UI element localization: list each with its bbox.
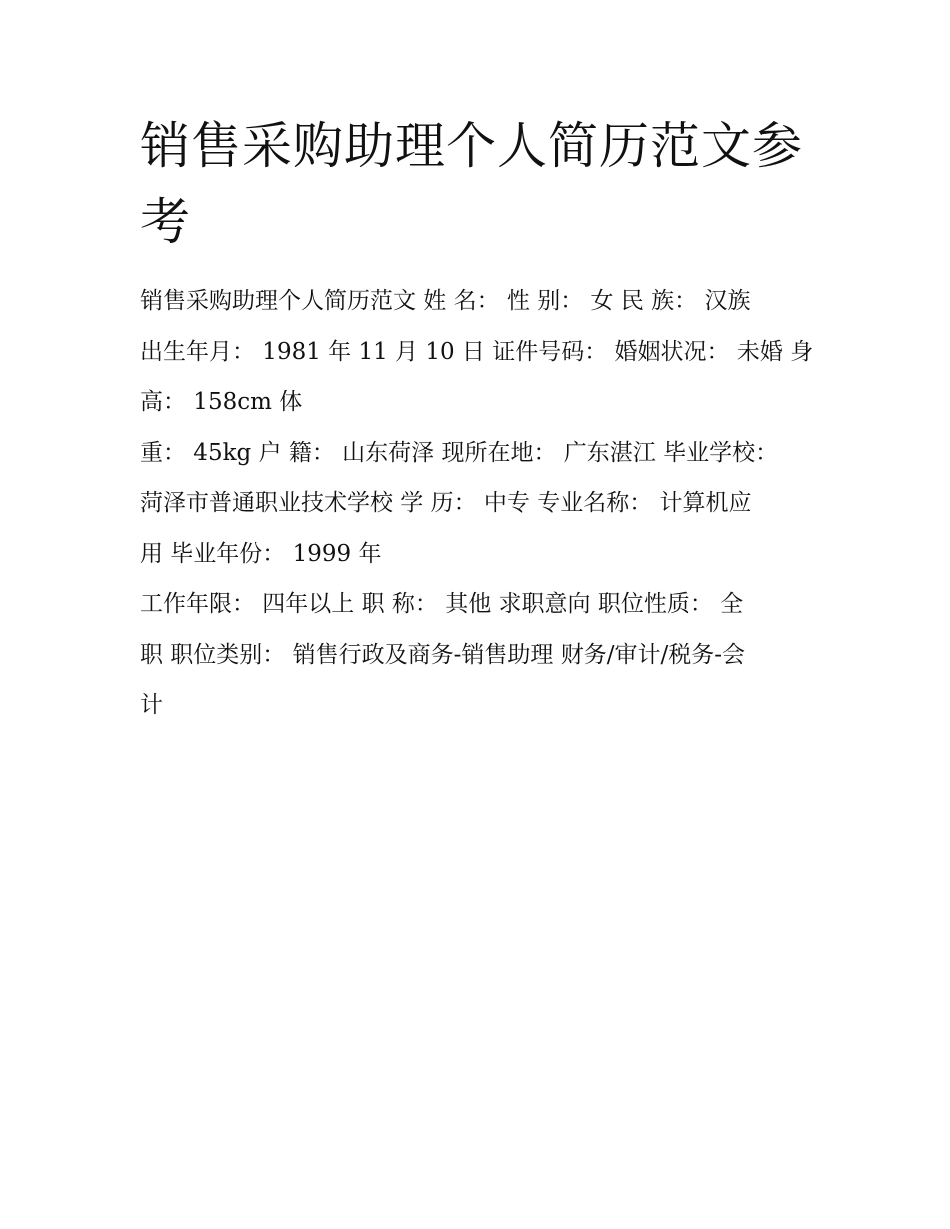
- document-body: [140, 276, 814, 731]
- body-line: 菏泽市普通职业技术学校 学 历： 中专 专业名称： 计算机应: [140, 490, 752, 516]
- body-line: 重： 45kg 户 籍： 山东荷泽 现所在地： 广东湛江 毕业学校：: [140, 439, 779, 466]
- body-line: 工作年限： 四年以上 职 称： 其他 求职意向 职位性质： 全: [140, 591, 744, 617]
- body-line: 出生年月： 1981 年 11 月 10 日 证件号码： 婚姻状况： 未婚 身: [140, 338, 814, 365]
- body-line: 用 毕业年份： 1999 年: [140, 540, 382, 567]
- document-title: 销售采购助理个人简历范文参考: [140, 117, 803, 251]
- body-line: 高： 158cm 体: [140, 389, 303, 415]
- body-line: 职 职位类别： 销售行政及商务-销售助理 财务/审计/税务-会: [140, 641, 745, 668]
- body-line: 计: [140, 692, 163, 718]
- body-line: 销售采购助理个人简历范文 姓 名： 性 别： 女 民 族： 汉族: [140, 288, 751, 314]
